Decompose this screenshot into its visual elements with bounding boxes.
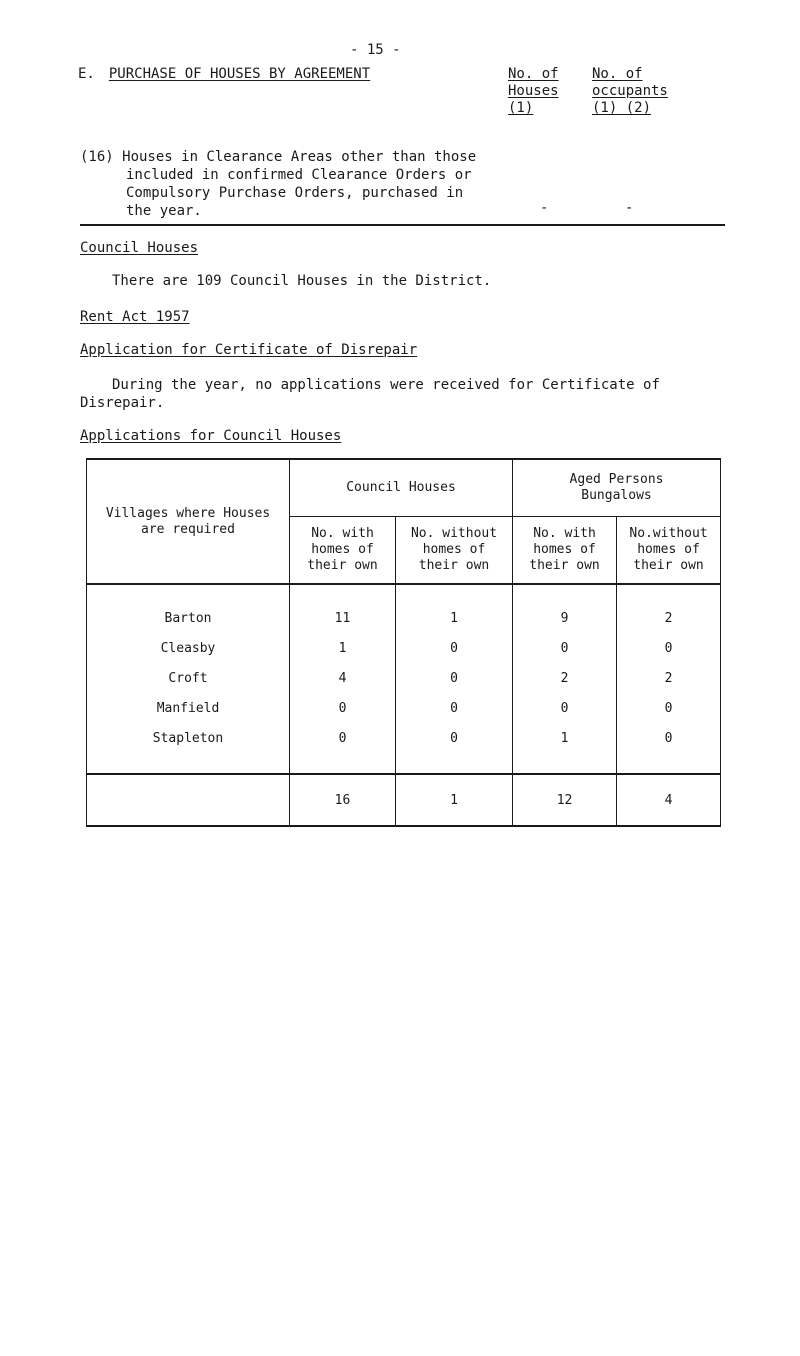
total-value: 12 [513,774,617,826]
item-16-line4: the year. [126,203,202,219]
total-value: 4 [617,774,721,826]
section-letter: E. [78,66,95,82]
cell-value: 0 [396,723,513,774]
col-occupants-line2: occupants [592,83,668,99]
cell-value: 0 [617,633,721,663]
council-houses-text: There are 109 Council Houses in the District. [112,273,492,289]
cell-value: 0 [617,723,721,774]
aged-persons-group-header: Aged Persons Bungalows [513,459,721,517]
col-houses-line1: No. of [508,66,559,82]
council-houses-heading: Council Houses [80,240,199,256]
village-name: Manfield [87,693,290,723]
cell-value: 2 [617,584,721,633]
item-16-line2: included in confirmed Clearance Orders or [126,167,472,183]
cell-value: 2 [617,663,721,693]
totals-label-cell [87,774,290,826]
cell-value: 0 [396,663,513,693]
item-16-houses-value: - [540,200,549,216]
cell-value: 9 [513,584,617,633]
cell-value: 4 [290,663,396,693]
certificate-disrepair-heading: Application for Certificate of Disrepair [80,342,418,358]
cell-value: 0 [396,693,513,723]
village-name: Barton [87,584,290,633]
col-with-homes-header: No. with homes of their own [290,517,396,585]
item-16-line3: Compulsory Purchase Orders, purchased in [126,185,464,201]
applications-heading: Applications for Council Houses [80,428,342,444]
section-divider [80,224,725,226]
col-bungalow-with-homes-header: No. with homes of their own [513,517,617,585]
item-16-line1: (16) Houses in Clearance Areas other than those [80,149,477,165]
cell-value: 0 [617,693,721,723]
col-houses-line2: Houses [508,83,559,99]
table-row [87,693,721,723]
council-houses-group-header: Council Houses [290,459,513,517]
section-e-heading [78,66,370,82]
col-occupants-line1: No. of [592,66,643,82]
table-row [87,633,721,663]
table-row [87,663,721,693]
col-occupants-line3: (1) (2) [592,100,652,116]
disrepair-text: During the year, no applications were received for Certificate of Disrepair. [80,377,660,411]
applications-table [86,458,721,827]
item-16 [80,148,500,220]
col-occupants-header [592,66,668,117]
cell-value: 0 [290,723,396,774]
table-row [87,723,721,774]
cell-value: 0 [290,693,396,723]
cell-value: 11 [290,584,396,633]
village-name: Cleasby [87,633,290,663]
cell-value: 1 [396,584,513,633]
col-houses-header [508,66,559,117]
village-name: Croft [87,663,290,693]
totals-row [87,774,721,826]
village-header: Villages where Houses are required [87,459,290,584]
cell-value: 2 [513,663,617,693]
table-row [87,584,721,633]
cell-value: 0 [396,633,513,663]
total-value: 16 [290,774,396,826]
total-value: 1 [396,774,513,826]
village-name: Stapleton [87,723,290,774]
cell-value: 0 [513,633,617,663]
page-number: - 15 - [350,42,401,58]
cell-value: 0 [513,693,617,723]
rent-act-heading: Rent Act 1957 [80,309,190,325]
item-16-occupants-value: - [625,200,634,216]
col-without-homes-header: No. without homes of their own [396,517,513,585]
cell-value: 1 [290,633,396,663]
col-bungalow-without-homes-header: No.without homes of their own [617,517,721,585]
section-title: PURCHASE OF HOUSES BY AGREEMENT [108,66,371,82]
cell-value: 1 [513,723,617,774]
col-houses-line3: (1) [508,100,534,116]
